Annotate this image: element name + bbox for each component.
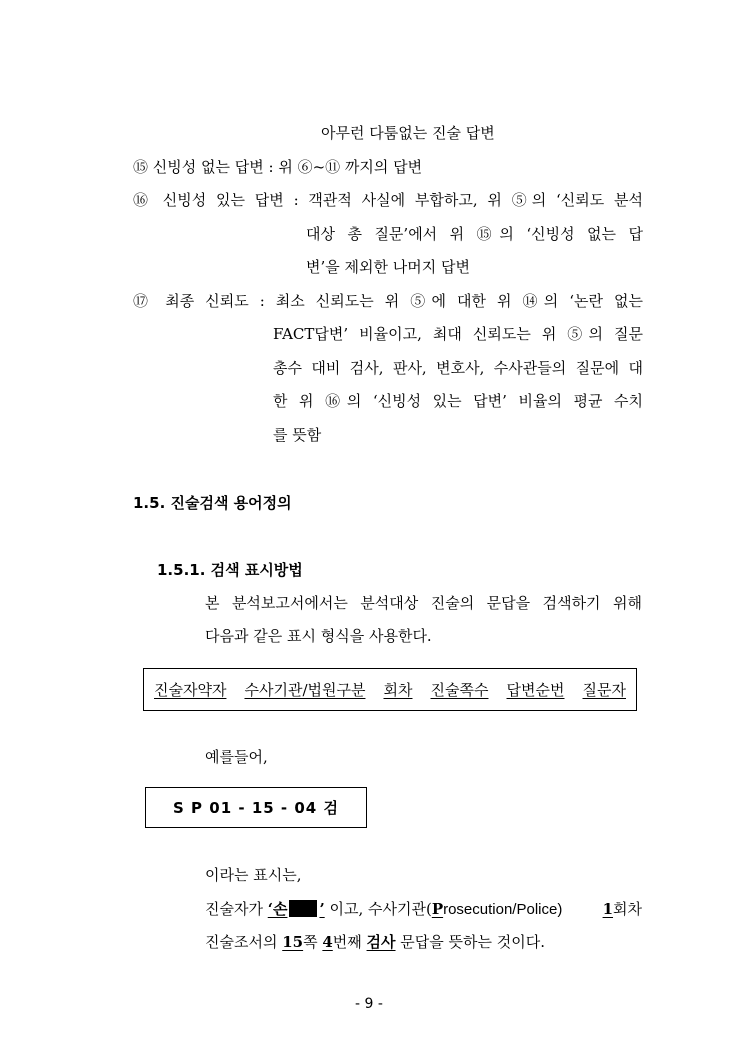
legend-round: 회차 [383, 681, 413, 699]
page-number-ref: 15 [282, 933, 304, 951]
item-15: ⑮ 신빙성 없는 답변 : 위 ⑥~⑪ 까지의 답변 [133, 158, 423, 176]
round-number: 1 [602, 900, 614, 918]
intro-line2: 다음과 같은 표시 형식을 사용한다. [205, 627, 432, 645]
example-intro: 예를들어, [205, 748, 268, 766]
page-suffix: 쪽 [303, 933, 323, 951]
item-16-line2: 대상 총 질문’에서 위 ⑮의 ‘신빙성 없는 답 [306, 225, 643, 243]
page-number: - 9 - [355, 996, 383, 1012]
item-16-line1: ⑯ 신빙성 있는 답변 : 객관적 사실에 부합하고, 위 ⑤의 ‘신뢰도 분석 [133, 191, 643, 209]
legend-page: 진술쪽수 [430, 681, 489, 699]
agency-rest: rosecution/Police) [443, 901, 563, 918]
redaction-box [289, 900, 317, 917]
sequence-number: 4 [322, 933, 333, 951]
section-heading: 1.5. 진술검색 용어정의 [133, 494, 292, 512]
sequence-suffix: 번째 [332, 933, 367, 951]
statement-prefix: 진술조서의 [205, 933, 283, 951]
format-legend-box [143, 668, 637, 711]
explanation-line3 [205, 931, 545, 952]
item-16-line3: 변’을 제외한 나머지 답변 [306, 258, 470, 276]
legend-agency: 수사기관/법원구분 [244, 681, 366, 699]
speaker-name: ‘손 ’ [267, 900, 325, 918]
item-17-line1: ⑰ 최종 신뢰도 : 최소 신뢰도는 위 ⑤에 대한 위 ⑭의 ‘논란 없는 [133, 292, 643, 310]
intro-line1: 본 분석보고서에서는 분석대상 진술의 문답을 검색하기 위해 [205, 594, 642, 612]
legend-speaker: 진술자약자 [154, 681, 227, 699]
explanation-line2 [205, 898, 642, 919]
subsection-heading: 1.5.1. 검색 표시방법 [157, 561, 303, 579]
legend-answer-seq: 답변순번 [506, 681, 565, 699]
round-suffix: 회차 [613, 900, 642, 918]
agency-text: 이고, 수사기관( [329, 900, 432, 918]
speaker-prefix: 진술자가 [205, 900, 268, 918]
item-17-line3: 총수 대비 검사, 판사, 변호사, 수사관들의 질문에 대 [273, 359, 643, 377]
legend-asker: 질문자 [582, 681, 626, 699]
example-code-box [145, 787, 367, 828]
item-17-line4: 한 위 ⑯의 ‘신빙성 있는 답변’ 비율의 평균 수치 [273, 392, 643, 410]
asker-ref: 검사 [366, 933, 396, 951]
explanation-line1: 이라는 표시는, [205, 866, 302, 884]
item-17-line2: FACT답변’ 비율이고, 최대 신뢰도는 위 ⑤의 질문 [273, 325, 643, 343]
example-code: S P 01 - 15 - 04 검 [173, 799, 339, 817]
line-undisputed: 아무런 다툼없는 진술 답변 [321, 124, 495, 142]
agency-letter: P [431, 900, 444, 918]
item-17-line5: 를 뜻함 [273, 426, 322, 444]
explanation-end: 문답을 뜻하는 것이다. [395, 933, 546, 951]
